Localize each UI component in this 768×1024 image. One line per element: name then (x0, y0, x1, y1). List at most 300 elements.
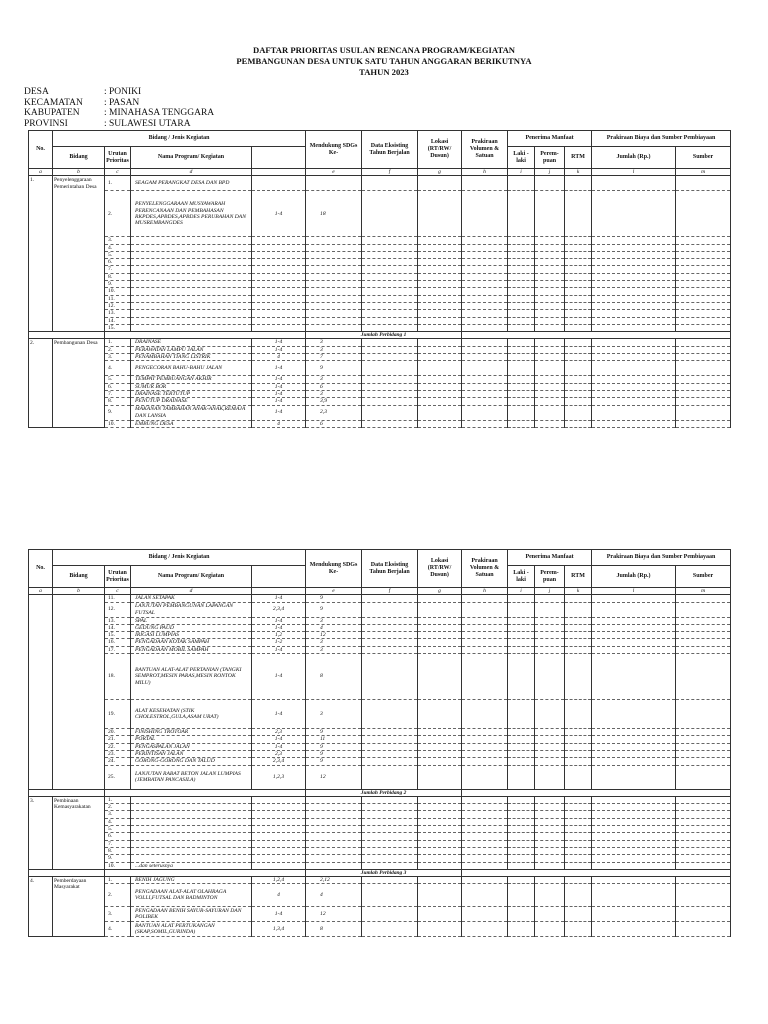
empty-cell (676, 750, 731, 757)
empty-cell (535, 273, 565, 280)
empty-cell (362, 288, 418, 295)
empty-cell (418, 729, 462, 736)
empty-cell (462, 804, 508, 811)
item-sdg-range: 2,3 (252, 729, 306, 736)
table-row (29, 383, 731, 390)
empty-cell (676, 855, 731, 862)
empty-cell (676, 922, 731, 937)
empty-cell (676, 811, 731, 818)
empty-cell (462, 758, 508, 765)
empty-cell (592, 796, 676, 803)
empty-cell (362, 639, 418, 646)
empty-cell (418, 376, 462, 383)
empty-cell (535, 811, 565, 818)
empty-cell (535, 361, 565, 376)
empty-cell (362, 310, 418, 317)
item-name: PENAMBAHAN TIANG LISTRIK (131, 354, 252, 361)
empty-cell (676, 804, 731, 811)
item-sdg-range: 2,3 (252, 750, 306, 757)
empty-cell (535, 354, 565, 361)
item-name: BANTUAN ALAT PERTUKANGAN (SKAP,SOMIL,GURINDA) (131, 922, 252, 937)
item-sdgs: 8 (306, 922, 362, 937)
empty-cell (362, 750, 418, 757)
document-title-line-2: PEMBANGUNAN DESA UNTUK SATU TAHUN ANGGARAN BERIKUTNYA (236, 56, 532, 66)
item-number: 14. (105, 624, 131, 631)
empty-cell (676, 383, 731, 390)
header-urutan: Urutan Prioritas (105, 566, 131, 588)
header-penerima: Penerima Manfaat (508, 550, 592, 566)
header-prakiraan: Prakiraan Volumen & Satuan (462, 550, 508, 588)
empty-cell (362, 354, 418, 361)
item-sdg-range: 1,2,3 (252, 765, 306, 789)
item-sdg-range: 1-4 (252, 743, 306, 750)
empty-cell (676, 237, 731, 244)
empty-cell (565, 804, 592, 811)
header-bidang: Bidang (53, 147, 105, 169)
empty-cell (462, 251, 508, 258)
header-urutan: Urutan Prioritas (105, 147, 131, 169)
empty-cell (592, 907, 676, 922)
empty-cell (462, 266, 508, 273)
info-row-provinsi (24, 119, 214, 130)
subtotal-label: Jumlah Perbidang 2 (306, 789, 462, 796)
item-name: PORTAL (131, 736, 252, 743)
empty-cell (508, 855, 535, 862)
empty-cell (535, 310, 565, 317)
empty-cell (565, 922, 592, 937)
column-letter: j (535, 588, 565, 595)
item-name (131, 840, 252, 847)
empty-cell (565, 273, 592, 280)
item-sdgs: 9 (306, 361, 362, 376)
empty-cell (565, 595, 592, 602)
empty-cell (565, 826, 592, 833)
empty-cell (676, 758, 731, 765)
empty-cell (418, 176, 462, 191)
item-name (131, 302, 252, 309)
empty-cell (565, 654, 592, 700)
item-name (131, 804, 252, 811)
item-name: SUMUR BOR (131, 383, 252, 390)
item-name (131, 855, 252, 862)
item-name: LANJUTAN PEMBANGUNAN LAPANGAN FUTSAL (131, 602, 252, 617)
subtotal-spacer (462, 869, 731, 876)
item-sdgs: 7 (306, 354, 362, 361)
item-sdg-range: 1-4 (252, 736, 306, 743)
empty-cell (592, 743, 676, 750)
item-sdg-range: 1-4 (252, 907, 306, 922)
empty-cell (362, 884, 418, 907)
item-sdg-range (252, 818, 306, 825)
empty-cell (535, 324, 565, 331)
item-name: DRAINASE (131, 339, 252, 346)
empty-cell (362, 420, 418, 427)
empty-cell (508, 191, 535, 237)
item-number: 8. (105, 273, 131, 280)
empty-cell (676, 361, 731, 376)
item-sdg-range (252, 244, 306, 251)
empty-cell (508, 811, 535, 818)
empty-cell (362, 259, 418, 266)
item-name: ALAT KESEHATAN (STIK CHOLESTROL,GULA,ASAM URAT) (131, 700, 252, 729)
empty-cell (418, 700, 462, 729)
empty-cell (535, 288, 565, 295)
table-row (29, 266, 731, 273)
empty-cell (592, 376, 676, 383)
table-row (29, 302, 731, 309)
empty-cell (592, 811, 676, 818)
empty-cell (508, 273, 535, 280)
empty-cell (565, 617, 592, 624)
empty-cell (676, 840, 731, 847)
empty-cell (418, 862, 462, 869)
empty-cell (535, 632, 565, 639)
item-name: MAKANAN TAMBAHAN ANAK-ANAK,REMAJA DAN LANSIA (131, 405, 252, 420)
empty-cell (565, 176, 592, 191)
table-row (29, 804, 731, 811)
empty-cell (462, 729, 508, 736)
item-sdgs: 8 (306, 654, 362, 700)
item-number: 3. (105, 237, 131, 244)
empty-cell (535, 376, 565, 383)
item-sdg-range (252, 826, 306, 833)
item-name (131, 237, 252, 244)
empty-cell (508, 907, 535, 922)
empty-cell (676, 376, 731, 383)
empty-cell (565, 811, 592, 818)
item-number: 3. (105, 811, 131, 818)
empty-cell (508, 398, 535, 405)
header-nama: Nama Program/ Kegiatan (131, 566, 252, 588)
item-number: 16. (105, 639, 131, 646)
empty-cell (508, 354, 535, 361)
empty-cell (565, 376, 592, 383)
empty-cell (565, 266, 592, 273)
item-sdg-range (252, 862, 306, 869)
item-number: 1. (105, 796, 131, 803)
empty-cell (565, 295, 592, 302)
empty-cell (362, 176, 418, 191)
empty-cell (462, 632, 508, 639)
column-letter: e (306, 588, 362, 595)
empty-cell (418, 317, 462, 324)
column-letter: h (462, 169, 508, 176)
section-bidang: Pembangunan Desa (53, 339, 105, 427)
empty-cell (535, 765, 565, 789)
empty-cell (535, 191, 565, 237)
empty-cell (362, 617, 418, 624)
item-sdgs (306, 811, 362, 818)
empty-cell (565, 237, 592, 244)
info-value: : SULAWESI UTARA (104, 118, 191, 129)
empty-cell (592, 818, 676, 825)
item-name: SPAL (131, 617, 252, 624)
item-sdg-range: 1,2 (252, 632, 306, 639)
item-name: PENUTUP DRAINASE (131, 398, 252, 405)
empty-cell (535, 390, 565, 397)
table-row (29, 840, 731, 847)
item-sdg-range: 1-4 (252, 700, 306, 729)
empty-cell (535, 818, 565, 825)
empty-cell (418, 646, 462, 653)
empty-cell (676, 302, 731, 309)
empty-cell (362, 191, 418, 237)
item-sdgs: 3 (306, 646, 362, 653)
empty-cell (535, 602, 565, 617)
item-name (131, 796, 252, 803)
empty-cell (565, 259, 592, 266)
item-sdgs: 2,3 (306, 405, 362, 420)
empty-cell (565, 281, 592, 288)
empty-cell (535, 646, 565, 653)
empty-cell (535, 700, 565, 729)
table-row (29, 237, 731, 244)
empty-cell (362, 907, 418, 922)
empty-cell (462, 884, 508, 907)
empty-cell (508, 758, 535, 765)
item-sdg-range (252, 310, 306, 317)
item-number: 25. (105, 765, 131, 789)
item-number: 7. (105, 266, 131, 273)
item-sdgs (306, 266, 362, 273)
empty-cell (462, 840, 508, 847)
empty-cell (418, 804, 462, 811)
item-sdg-range: 4 (252, 354, 306, 361)
empty-cell (362, 324, 418, 331)
empty-cell (565, 700, 592, 729)
table-row (29, 259, 731, 266)
empty-cell (565, 191, 592, 237)
item-sdgs (306, 324, 362, 331)
item-sdgs (306, 176, 362, 191)
empty-cell (592, 273, 676, 280)
table-row (29, 324, 731, 331)
empty-cell (462, 383, 508, 390)
item-name: PENYELENGGARAAN MUSYAWARAH PERENCANAAN DAN PEMBAHASAN RKPDES,APBDES,APBDES PERUBAHAN DAN MUSREMBANGDES (131, 191, 252, 237)
item-number: 8. (105, 847, 131, 854)
empty-cell (418, 237, 462, 244)
item-sdg-range (252, 281, 306, 288)
item-number: 4. (105, 361, 131, 376)
empty-cell (508, 176, 535, 191)
item-name: PENGADAAN MOBIL SAMPAH (131, 646, 252, 653)
empty-cell (508, 251, 535, 258)
empty-cell (592, 281, 676, 288)
empty-cell (362, 877, 418, 884)
item-name: TEMPAT PEMBUANGAN AKHIR (131, 376, 252, 383)
empty-cell (676, 324, 731, 331)
item-sdgs: 9 (306, 758, 362, 765)
empty-cell (362, 765, 418, 789)
item-name: BENIH JAGUNG (131, 877, 252, 884)
empty-cell (418, 420, 462, 427)
item-sdg-range (252, 266, 306, 273)
empty-cell (565, 398, 592, 405)
item-name (131, 244, 252, 251)
item-sdgs (306, 840, 362, 847)
item-sdg-range (252, 840, 306, 847)
empty-cell (362, 390, 418, 397)
empty-cell (592, 405, 676, 420)
table-row (29, 818, 731, 825)
empty-cell (565, 818, 592, 825)
empty-cell (676, 259, 731, 266)
empty-cell (565, 796, 592, 803)
table-row (29, 191, 731, 237)
item-sdg-range: 1-4 (252, 383, 306, 390)
empty-cell (418, 765, 462, 789)
empty-cell (565, 288, 592, 295)
empty-cell (418, 736, 462, 743)
empty-cell (418, 191, 462, 237)
section-bidang (53, 595, 105, 789)
empty-cell (592, 602, 676, 617)
empty-cell (508, 826, 535, 833)
item-name (131, 847, 252, 854)
empty-cell (535, 862, 565, 869)
empty-cell (592, 346, 676, 353)
table-row (29, 654, 731, 700)
empty-cell (535, 302, 565, 309)
table-row (29, 398, 731, 405)
empty-cell (462, 405, 508, 420)
empty-cell (592, 266, 676, 273)
empty-cell (565, 877, 592, 884)
table-row (29, 639, 731, 646)
table-row (29, 281, 731, 288)
column-letter: a (29, 588, 53, 595)
item-sdg-range (252, 259, 306, 266)
empty-cell (362, 317, 418, 324)
header-perempuan: Perem- puan (535, 566, 565, 588)
empty-cell (462, 877, 508, 884)
empty-cell (565, 765, 592, 789)
empty-cell (535, 251, 565, 258)
item-number: 17. (105, 646, 131, 653)
empty-cell (508, 390, 535, 397)
empty-cell (676, 639, 731, 646)
empty-cell (418, 354, 462, 361)
info-label: KABUPATEN (24, 108, 80, 118)
empty-cell (592, 317, 676, 324)
header-sumber: Sumber (676, 566, 731, 588)
empty-cell (362, 840, 418, 847)
empty-cell (676, 310, 731, 317)
empty-cell (592, 632, 676, 639)
empty-cell (592, 840, 676, 847)
empty-cell (565, 317, 592, 324)
empty-cell (676, 288, 731, 295)
empty-cell (462, 833, 508, 840)
item-sdgs: 9 (306, 729, 362, 736)
empty-cell (462, 376, 508, 383)
empty-cell (462, 191, 508, 237)
empty-cell (508, 376, 535, 383)
empty-cell (565, 729, 592, 736)
header-jumlah: Jumlah (Rp.) (592, 147, 676, 169)
item-number: 18. (105, 654, 131, 700)
empty-cell (535, 654, 565, 700)
header-jumlah: Jumlah (Rp.) (592, 566, 676, 588)
empty-cell (508, 862, 535, 869)
empty-cell (362, 376, 418, 383)
empty-cell (676, 729, 731, 736)
empty-cell (565, 251, 592, 258)
empty-cell (418, 595, 462, 602)
empty-cell (462, 736, 508, 743)
empty-cell (676, 884, 731, 907)
empty-cell (362, 847, 418, 854)
empty-cell (362, 804, 418, 811)
empty-cell (508, 736, 535, 743)
item-name: PENGASPALAN JALAN (131, 743, 252, 750)
empty-cell (565, 862, 592, 869)
item-sdg-range (252, 811, 306, 818)
subtotal-label: Jumlah Perbidang 1 (306, 332, 462, 339)
empty-cell (535, 176, 565, 191)
subtotal-spacer (105, 332, 306, 339)
header-bidang: Bidang (53, 566, 105, 588)
item-number: 7. (105, 390, 131, 397)
item-number: 5. (105, 826, 131, 833)
column-letter: i (508, 588, 535, 595)
empty-cell (462, 862, 508, 869)
item-sdg-range: 2,3,4 (252, 758, 306, 765)
empty-cell (362, 361, 418, 376)
column-letter: g (418, 169, 462, 176)
empty-cell (418, 617, 462, 624)
empty-cell (418, 602, 462, 617)
empty-cell (462, 295, 508, 302)
empty-cell (676, 398, 731, 405)
column-letters-row (29, 169, 731, 176)
item-name (131, 295, 252, 302)
empty-cell (592, 884, 676, 907)
empty-cell (676, 244, 731, 251)
empty-cell (565, 639, 592, 646)
empty-cell (508, 361, 535, 376)
empty-cell (592, 855, 676, 862)
empty-cell (418, 405, 462, 420)
empty-cell (418, 361, 462, 376)
empty-cell (535, 826, 565, 833)
item-name: PENGADAAN KOTAK SAMPAH (131, 639, 252, 646)
location-info (24, 87, 214, 129)
item-number: 13. (105, 617, 131, 624)
header-rtm: RTM (565, 147, 592, 169)
empty-cell (418, 266, 462, 273)
empty-cell (676, 251, 731, 258)
empty-cell (676, 818, 731, 825)
empty-cell (362, 405, 418, 420)
empty-cell (362, 273, 418, 280)
empty-cell (462, 273, 508, 280)
empty-cell (592, 654, 676, 700)
empty-cell (508, 595, 535, 602)
subtotal-spacer (105, 789, 306, 796)
empty-cell (362, 796, 418, 803)
item-sdgs: 9 (306, 743, 362, 750)
item-sdgs (306, 826, 362, 833)
column-letter: c (105, 169, 131, 176)
empty-cell (535, 244, 565, 251)
info-row-kabupaten (24, 108, 214, 119)
empty-cell (676, 877, 731, 884)
empty-cell (508, 324, 535, 331)
column-letter (252, 588, 306, 595)
info-label: DESA (24, 87, 49, 97)
empty-cell (676, 595, 731, 602)
